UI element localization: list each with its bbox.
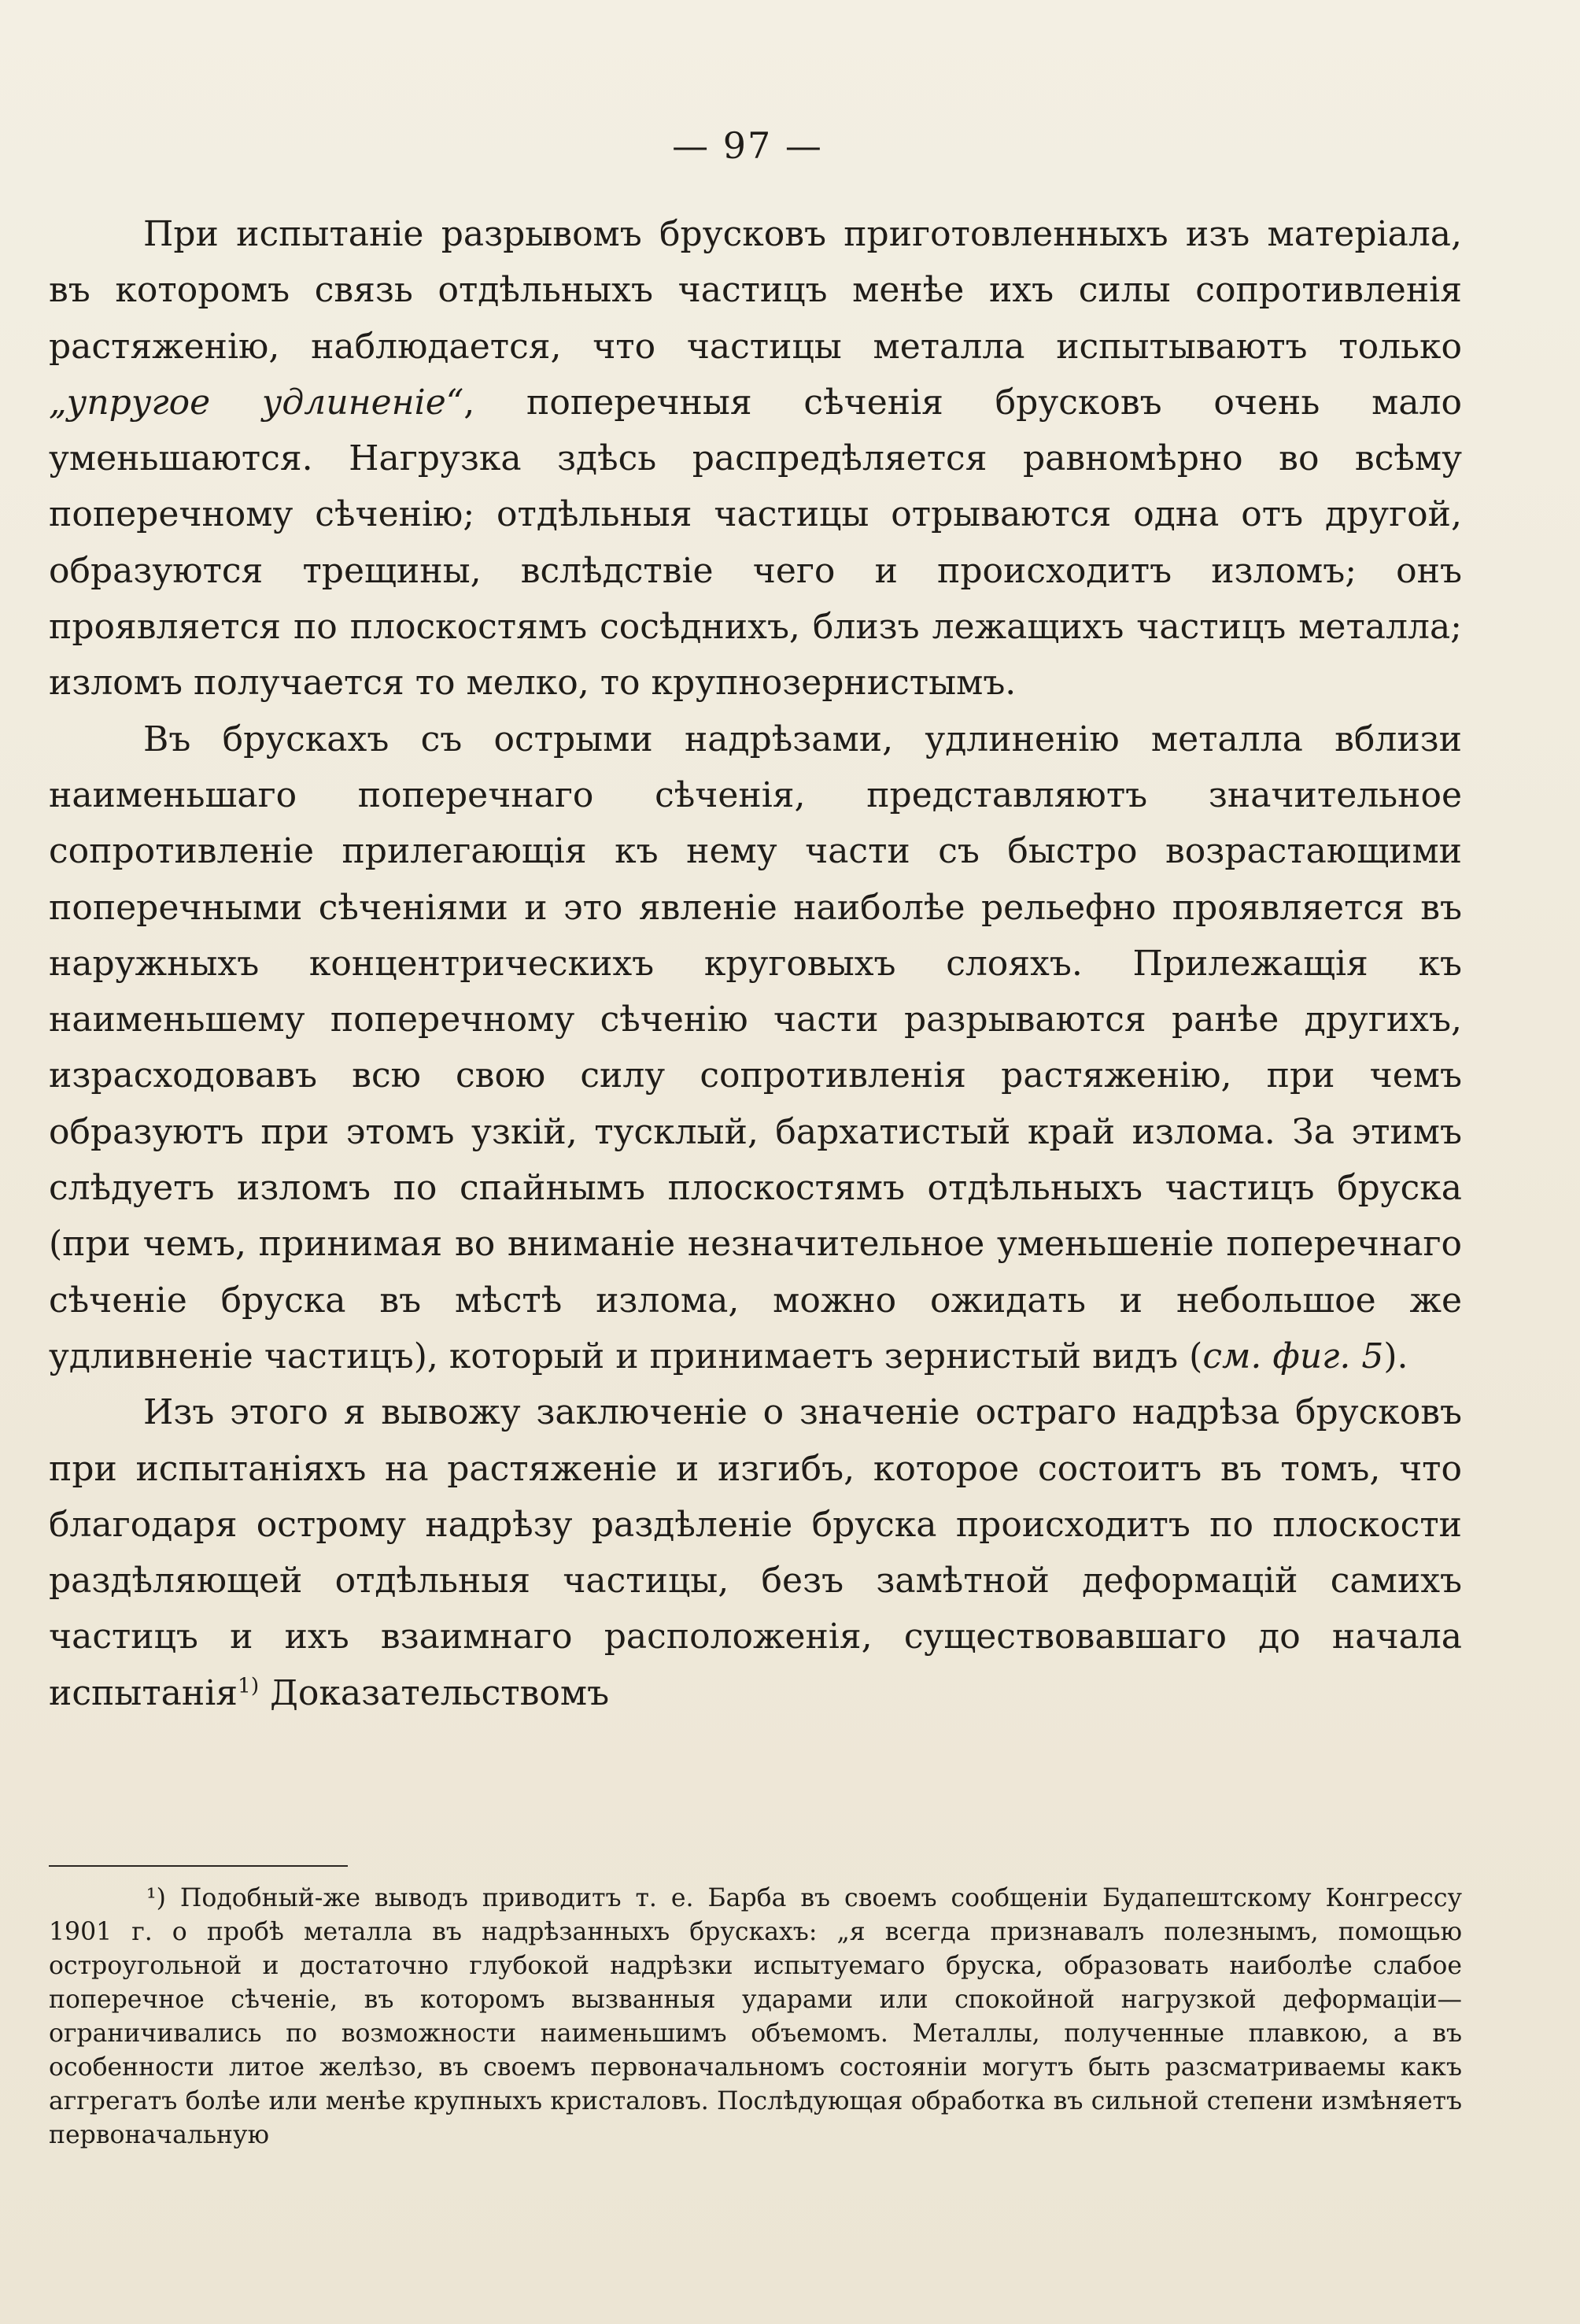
paragraph-1	[49, 206, 1462, 711]
footnote-marker: ¹)	[146, 1884, 166, 1912]
paragraph-3-text: Изъ этого я вывожу заключеніе о значеніе остраго надрѣза брусковъ при испытаніяхъ на растяженіе и изгибъ, которое состоитъ въ томъ, что благодаря острому надрѣзу раздѣленіе бруска происходитъ по плоскости раздѣляющей отдѣльныя частицы, безъ замѣтной деформацій самихъ частицъ и ихъ взаимнаго расположенія, существовавшаго до начала испытанія	[49, 1392, 1462, 1713]
main-text	[49, 206, 1462, 1721]
footnote-text: Подобный-же выводъ приводитъ т. е. Барба въ своемъ сообщеніи Будапештскому Конгрессу 1901 г. о пробѣ металла въ надрѣзанныхъ брускахъ: „я всегда признавалъ полезнымъ, помощью остроугольной и достаточно глубокой надрѣзки испытуемаго бруска, образовать наиболѣе слабое поперечное сѣченіе, въ которомъ вызванныя ударами или спокойной нагрузкой деформаціи—ограничивались по возможности наименьшимъ объемомъ. Металлы, полученные плавкою, а въ особенности литое желѣзо, въ своемъ первоначальномъ состояніи могутъ быть разсматриваемы какъ аггрегатъ болѣе или менѣе крупныхъ кристаловъ. Послѣдующая обработка въ сильной степени измѣняетъ первоначальную	[49, 1884, 1462, 2149]
paragraph-3	[49, 1384, 1462, 1721]
footnote-reference: 1)	[238, 1673, 260, 1698]
figure-reference: см. фиг. 5	[1202, 1336, 1384, 1376]
paragraph-3-text-after: Доказательствомъ	[259, 1672, 610, 1713]
footnote-divider	[49, 1865, 348, 1867]
footnote	[49, 1882, 1462, 2152]
paragraph-2	[49, 711, 1462, 1385]
paragraph-1-text: При испытаніе разрывомъ брусковъ приготовленныхъ изъ матеріала, въ которомъ связь отдѣльныхъ частицъ менѣе ихъ силы сопротивленія растяженію, наблюдается, что частицы металла испытываютъ только	[49, 214, 1462, 367]
page-number: — 97 —	[672, 124, 823, 167]
paragraph-1-text-after: , поперечныя сѣченія брусковъ очень мало уменьшаются. Нагрузка здѣсь распредѣляется равномѣрно во всѣму поперечному сѣченію; отдѣльныя частицы отрываются одна отъ другой, образуются трещины, вслѣдствіе чего и происходитъ изломъ; онъ проявляется по плоскостямъ сосѣднихъ, близъ лежащихъ частицъ металла; изломъ получается то мелко, то крупнозернистымъ.	[49, 382, 1462, 704]
paragraph-2-text: Въ брускахъ съ острыми надрѣзами, удлиненію металла вблизи наименьшаго поперечнаго сѣченія, представляютъ значительное сопротивленіе прилегающія къ нему части съ быстро возрастающими поперечными сѣченіями и это явленіе наиболѣе рельефно проявляется въ наружныхъ концентрическихъ круговыхъ слояхъ. Прилежащія къ наименьшему поперечному сѣченію части разрываются ранѣе другихъ, израсходовавъ всю свою силу сопротивленія растяженію, при чемъ образуютъ при этомъ узкій, тусклый, бархатистый край излома. За этимъ слѣдуетъ изломъ по спайнымъ плоскостямъ отдѣльныхъ частицъ бруска (при чемъ, принимая во вниманіе незначительное уменьшеніе поперечнаго сѣченіе бруска въ мѣстѣ излома, можно ожидать и небольшое же удливненіе частицъ), который и принимаетъ зернистый видъ (	[49, 719, 1462, 1376]
paragraph-2-text-after: ).	[1383, 1336, 1408, 1376]
paragraph-1-emphasis: „упругое удлиненіе“	[49, 382, 464, 423]
